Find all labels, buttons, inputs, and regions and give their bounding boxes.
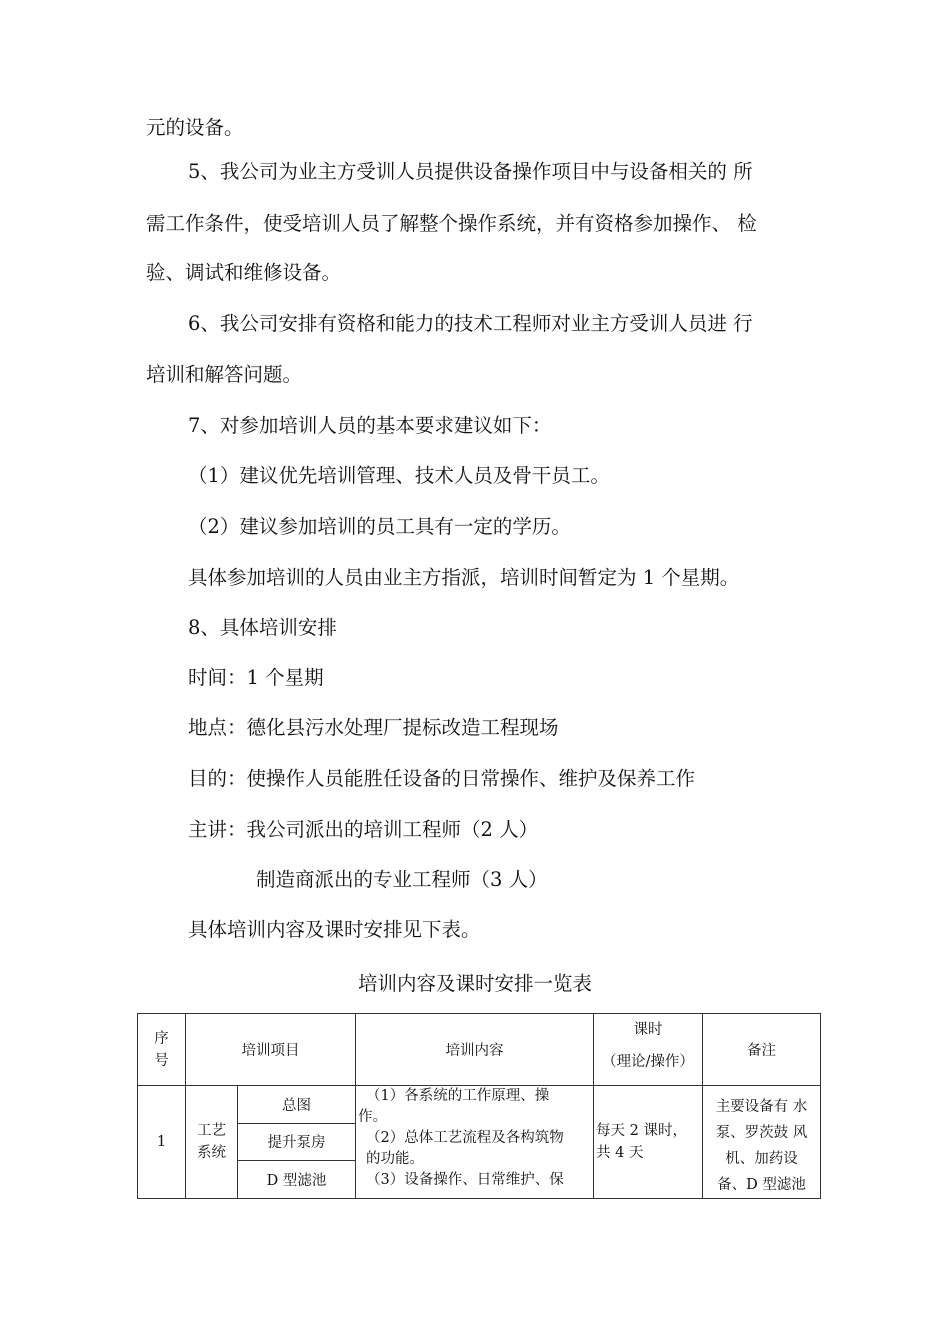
subitem-general-plan: 总图 (238, 1086, 356, 1124)
paragraph-item-7: 7、对参加培训人员的基本要求建议如下： (188, 414, 552, 437)
paragraph-line: 元的设备。 (146, 116, 244, 139)
schedule-lecturer-2: 制造商派出的专业工程师（3 人） (256, 868, 548, 891)
paragraph-line: 具体培训内容及课时安排见下表。 (188, 918, 481, 941)
paragraph-line: 需工作条件，使受培训人员了解整个操作系统，并有资格参加操作、 检 (146, 212, 757, 235)
requirement-1: （1）建议优先培训管理、技术人员及骨干员工。 (188, 464, 610, 487)
row-hours: 每天 2 课时， 共 4 天 (594, 1086, 703, 1199)
header-item: 培训项目 (186, 1014, 356, 1086)
paragraph-line: 验、调试和维修设备。 (146, 261, 342, 284)
header-no: 序 号 (138, 1014, 186, 1086)
paragraph-line: 具体参加培训的人员由业主方指派，培训时间暂定为 1 个星期。 (188, 566, 740, 589)
schedule-time: 时间：1 个星期 (188, 666, 324, 689)
header-remark: 备注 (703, 1014, 821, 1086)
paragraph-item-5: 5、我公司为业主方受训人员提供设备操作项目中与设备相关的 所 (188, 160, 753, 183)
paragraph-item-8: 8、具体培训安排 (188, 616, 337, 639)
table-header-row (138, 1014, 821, 1086)
schedule-location: 地点：德化县污水处理厂提标改造工程现场 (188, 716, 559, 739)
paragraph-line: 培训和解答问题。 (146, 363, 303, 386)
header-hours: 课时 （理论/操作） (594, 1014, 703, 1086)
row-category: 工艺 系统 (186, 1086, 238, 1199)
header-content: 培训内容 (356, 1014, 594, 1086)
training-schedule-table (137, 1013, 821, 1199)
row-remark: 主要设备有 水 泵、罗茨鼓 风 机、加药设 备、D 型滤池 (703, 1086, 821, 1199)
schedule-purpose: 目的：使操作人员能胜任设备的日常操作、维护及保养工作 (188, 767, 696, 790)
paragraph-item-6: 6、我公司安排有资格和能力的技术工程师对业主方受训人员进 行 (188, 312, 753, 335)
row-no: 1 (138, 1086, 186, 1199)
subitem-d-filter: D 型滤池 (238, 1161, 356, 1199)
subitem-pump-house: 提升泵房 (238, 1123, 356, 1161)
requirement-2: （2）建议参加培训的员工具有一定的学历。 (188, 515, 571, 538)
row-content: （1）各系统的工作原理、操 作。 （2）总体工艺流程及各构筑物 的功能。 （3）设备操作、日常维护、保 (356, 1086, 594, 1199)
table-row (138, 1086, 821, 1124)
schedule-lecturer: 主讲：我公司派出的培训工程师（2 人） (188, 818, 539, 841)
table-caption: 培训内容及课时安排一览表 (357, 972, 592, 995)
